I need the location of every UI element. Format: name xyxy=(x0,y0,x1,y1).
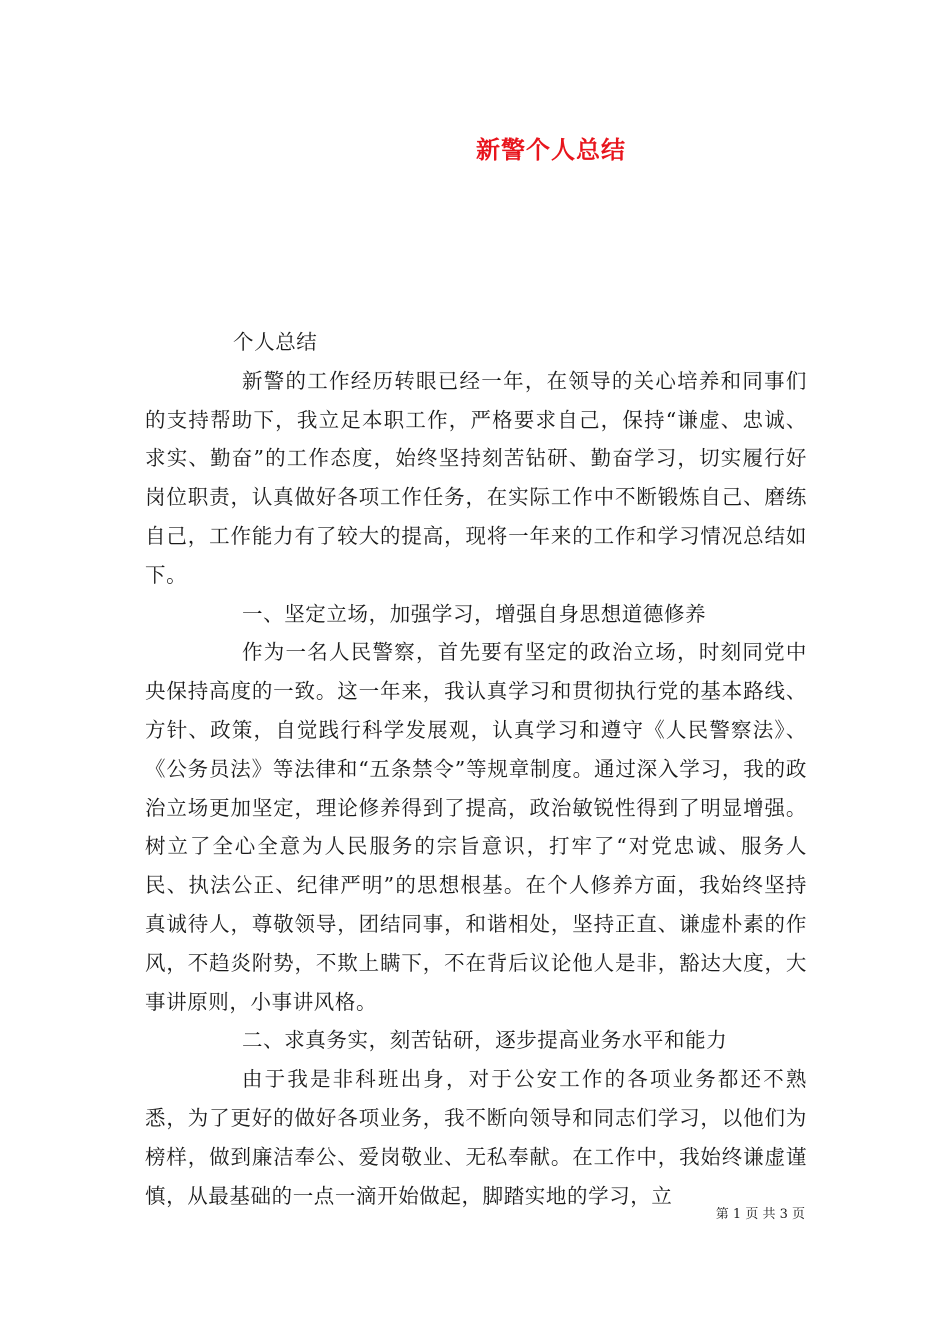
document-title: 新警个人总结 xyxy=(476,135,626,164)
section-label: 个人总结 xyxy=(233,330,318,354)
section-heading-1: 一、坚定立场，加强学习，增强自身思想道德修养 xyxy=(242,601,707,626)
paragraph-intro: 新警的工作经历转眼已经一年，在领导的关心培养和同事们的支持帮助下，我立足本职工作，严格要求自己，保持“谦虚、忠诚、求实、勤奋”的工作态度，始终坚持刻苦钻研、勤奋学习，切实履行好岗位职责，认真做好各项工作任务，在实际工作中不断锻炼自己、磨练自己，工作能力有了较大的提高，现将一年来的工作和学习情况总结如下。 xyxy=(145,368,807,587)
paragraph-section-2: 由于我是非科班出身，对于公安工作的各项业务都还不熟悉，为了更好的做好各项业务，我不断向领导和同志们学习，以他们为榜样，做到廉洁奉公、爱岗敬业、无私奉献。在工作中，我始终谦虚谨慎，从最基础的一点一滴开始做起，脚踏实地的学习，立 xyxy=(145,1067,807,1208)
section-heading-2: 二、求真务实，刻苦钻研，逐步提高业务水平和能力 xyxy=(242,1028,728,1053)
paragraph-section-1: 作为一名人民警察，首先要有坚定的政治立场，时刻同党中央保持高度的一致。这一年来，我认真学习和贯彻执行党的基本路线、方针、政策，自觉践行科学发展观，认真学习和遵守《人民警察法》、《公务员法》等法律和“五条禁令”等规章制度。通过深入学习，我的政治立场更加坚定，理论修养得到了提高，政治敏锐性得到了明显增强。树立了全心全意为人民服务的宗旨意识，打牢了“对党忠诚、服务人民、执法公正、纪律严明”的思想根基。在个人修养方面，我始终坚持真诚待人，尊敬领导，团结同事，和谐相处，坚持正直、谦虚朴素的作风，不趋炎附势，不欺上瞒下，不在背后议论他人是非，豁达大度，大事讲原则，小事讲风格。 xyxy=(145,640,807,1014)
document-body xyxy=(145,323,807,1215)
page-number-footer: 第 1 页 共 3 页 xyxy=(715,1207,805,1222)
